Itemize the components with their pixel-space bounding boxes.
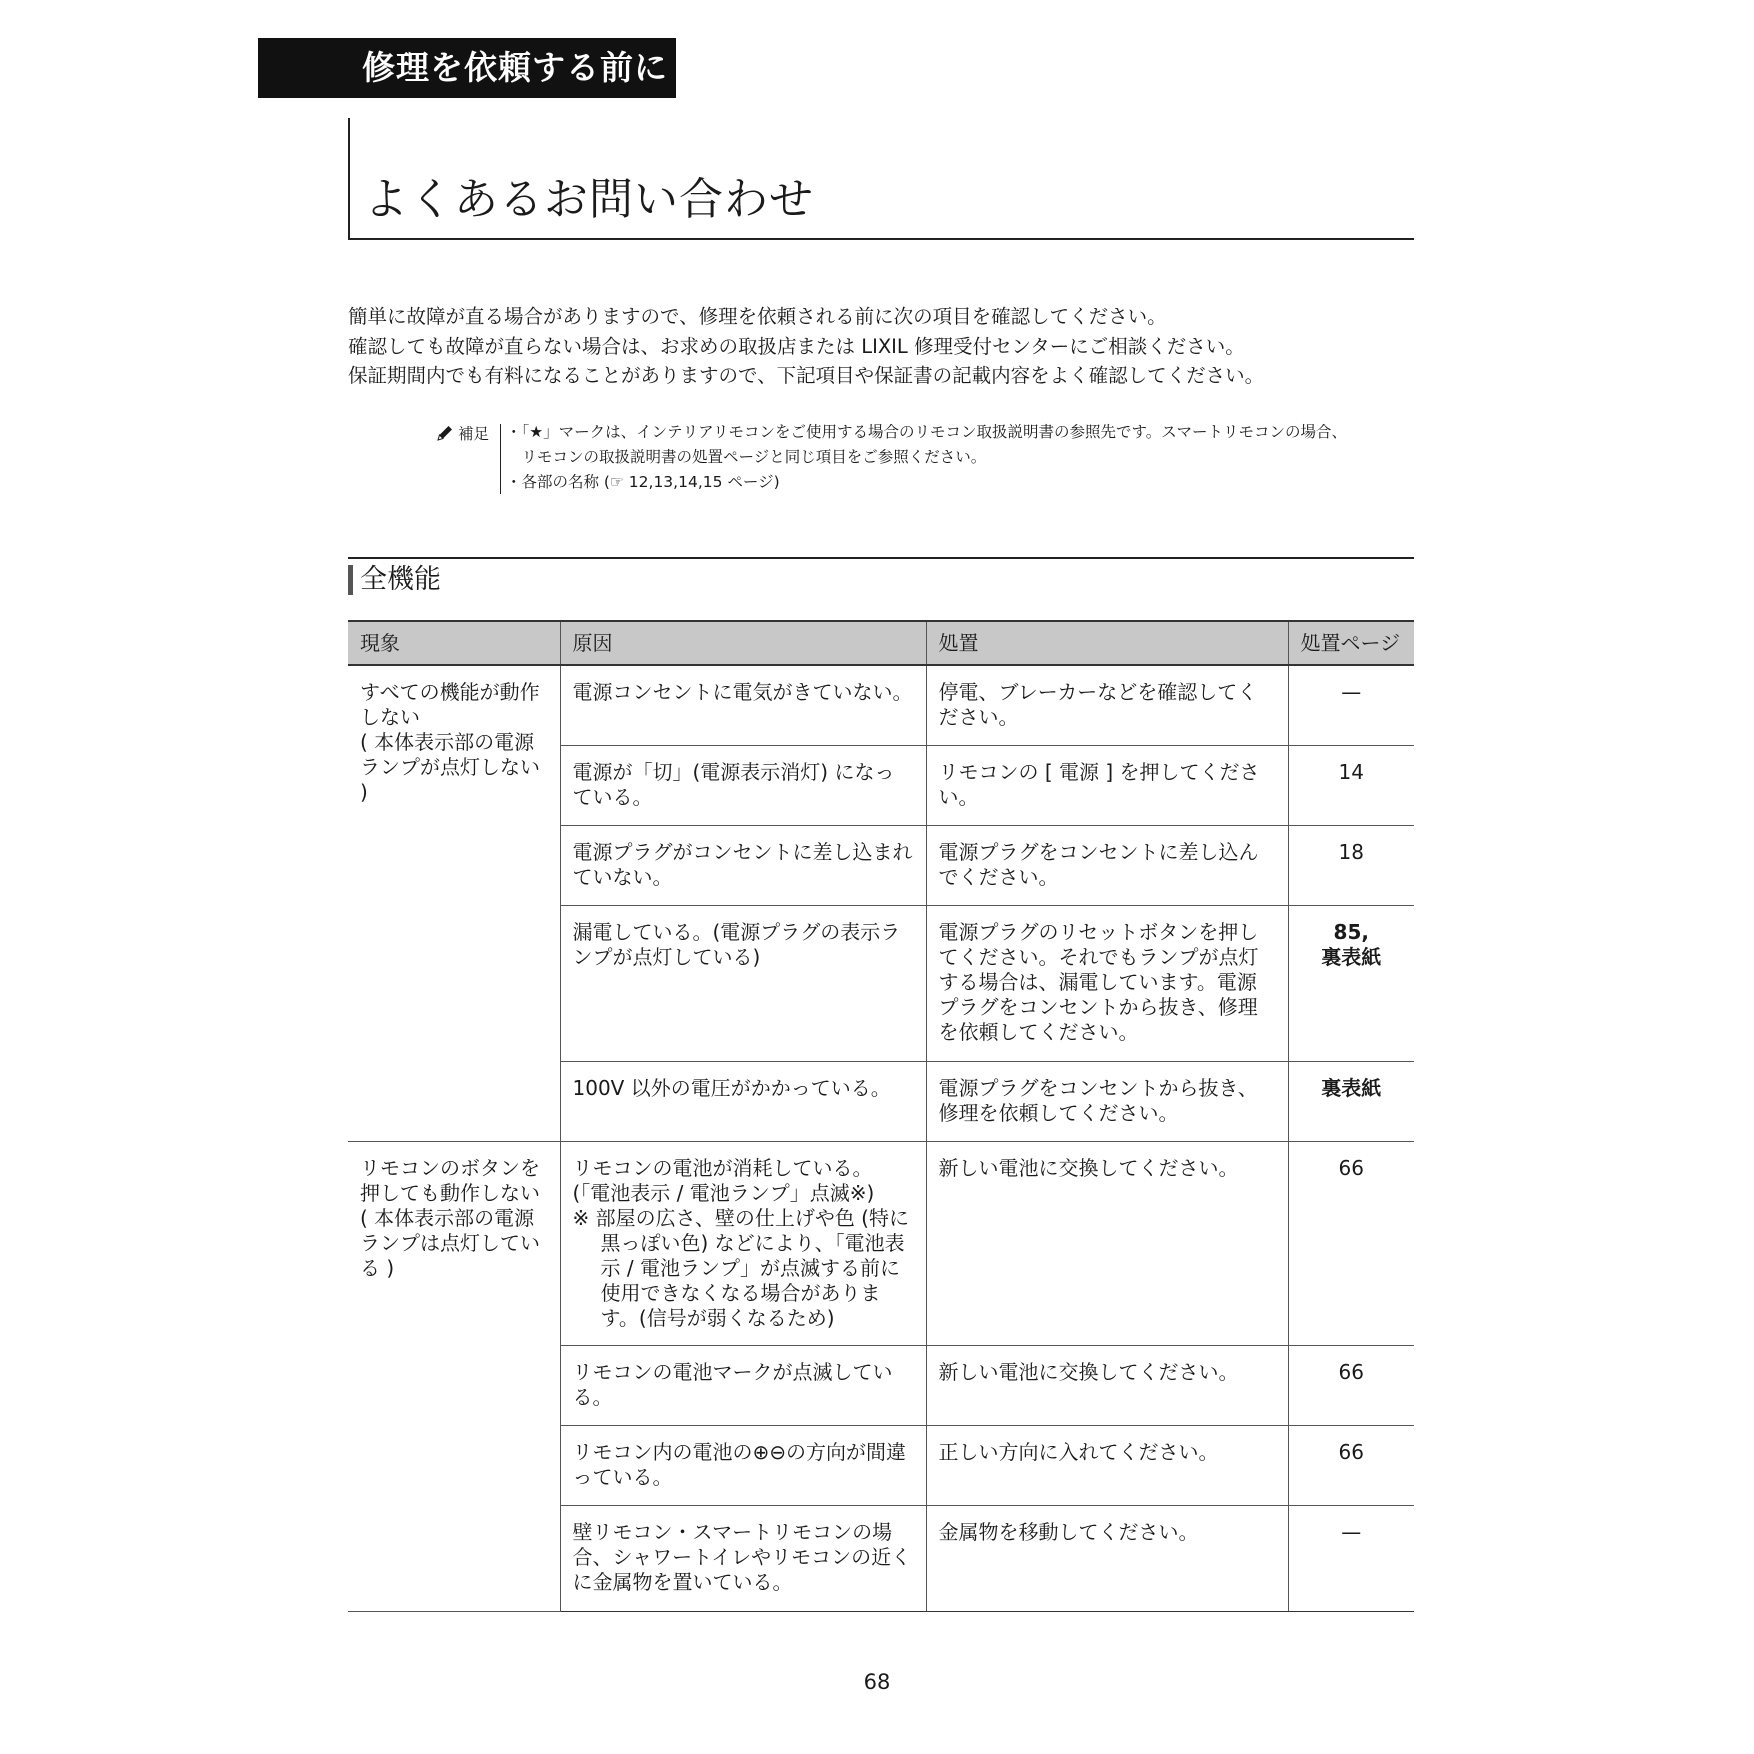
remedy-cell: 電源プラグをコンセントに差し込んでください。 [926, 825, 1288, 905]
column-header-symptom: 現象 [348, 621, 560, 665]
pencil-icon [436, 424, 454, 442]
intro-line: 保証期間内でも有料になることがありますので、下記項目や保証書の記載内容をよく確認してください。 [348, 364, 1265, 387]
intro-line: 簡単に故障が直る場合がありますので、修理を依頼される前に次の項目を確認してください。 [348, 305, 1167, 328]
page-cell: — [1288, 665, 1414, 745]
note-body [506, 420, 1426, 495]
cause-cell: 壁リモコン・スマートリモコンの場合、シャワートイレやリモコンの近くに金属物を置いている。 [560, 1505, 926, 1611]
table-row [348, 1141, 1414, 1345]
note-line: ・「★」マークは、インテリアリモコンをご使用する場合のリモコン取扱説明書の参照先です。スマートリモコンの場合、 [506, 423, 1347, 441]
cause-line: リモコンの電池が消耗している。 [572, 1155, 873, 1180]
remedy-cell: リモコンの [ 電源 ] を押してください。 [926, 745, 1288, 825]
page-cell: 裏表紙 [1288, 1061, 1414, 1141]
cause-cell: 漏電している。(電源プラグの表示ランプが点灯している) [560, 905, 926, 1061]
remedy-cell: 新しい電池に交換してください。 [926, 1141, 1288, 1345]
page-cell: 66 [1288, 1141, 1414, 1345]
troubleshooting-table [348, 620, 1414, 1612]
section-title: 全機能 [360, 564, 441, 595]
table-header-row [348, 621, 1414, 665]
page-cell: 66 [1288, 1425, 1414, 1505]
page-title: よくあるお問い合わせ [364, 174, 814, 225]
section-rule [348, 557, 1414, 559]
page-cell: 66 [1288, 1345, 1414, 1425]
column-header-cause: 原因 [560, 621, 926, 665]
page-cell: — [1288, 1505, 1414, 1611]
note-line: リモコンの取扱説明書の処置ページと同じ項目をご参照ください。 [506, 448, 987, 466]
cause-cell: 電源プラグがコンセントに差し込まれていない。 [560, 825, 926, 905]
title-rule-horizontal [348, 238, 1414, 240]
symptom-cell: すべての機能が動作しない ( 本体表示部の電源ランプが点灯しない ) [348, 665, 560, 1141]
cause-cell [560, 1141, 926, 1345]
intro-text [348, 302, 1418, 391]
note-label [436, 422, 489, 447]
section-marker [348, 565, 353, 595]
page-cell: 18 [1288, 825, 1414, 905]
cause-footnote: ※ 部屋の広さ、壁の仕上げや色 (特に黒っぽい色) などにより、「電池表示 / 電池ランプ」が点滅する前に使用できなくなる場合があります。(信号が弱くなるため) [572, 1205, 909, 1330]
remedy-cell: 電源プラグをコンセントから抜き、修理を依頼してください。 [926, 1061, 1288, 1141]
intro-line: 確認しても故障が直らない場合は、お求めの取扱店または LIXIL 修理受付センターにご相談ください。 [348, 334, 1245, 358]
section-banner: 修理を依頼する前に [258, 38, 676, 98]
cause-line: (「電池表示 / 電池ランプ」点滅※) [572, 1180, 875, 1205]
page-number: 68 [863, 1670, 891, 1694]
column-header-remedy: 処置 [926, 621, 1288, 665]
remedy-cell: 新しい電池に交換してください。 [926, 1345, 1288, 1425]
cause-cell: 100V 以外の電圧がかかっている。 [560, 1061, 926, 1141]
remedy-cell: 停電、ブレーカーなどを確認してください。 [926, 665, 1288, 745]
column-header-page: 処置ページ [1288, 621, 1414, 665]
note-label-text: 補足 [458, 425, 490, 443]
title-rule-vertical [348, 118, 350, 240]
cause-cell: 電源が「切」(電源表示消灯) になっている。 [560, 745, 926, 825]
symptom-cell: リモコンのボタンを押しても動作しない ( 本体表示部の電源ランプは点灯している ) [348, 1141, 560, 1611]
cause-cell: リモコンの電池マークが点滅している。 [560, 1345, 926, 1425]
note-line: ・各部の名称 (☞ 12,13,14,15 ページ) [506, 473, 780, 491]
page-cell: 14 [1288, 745, 1414, 825]
cause-cell: リモコン内の電池の⊕⊖の方向が間違っている。 [560, 1425, 926, 1505]
table-row [348, 665, 1414, 745]
cause-cell: 電源コンセントに電気がきていない。 [560, 665, 926, 745]
remedy-cell: 金属物を移動してください。 [926, 1505, 1288, 1611]
remedy-cell: 正しい方向に入れてください。 [926, 1425, 1288, 1505]
remedy-cell: 電源プラグのリセットボタンを押してください。それでもランプが点灯する場合は、漏電しています。電源プラグをコンセントから抜き、修理を依頼してください。 [926, 905, 1288, 1061]
note-divider [500, 424, 501, 494]
page-cell: 85, 裏表紙 [1288, 905, 1414, 1061]
